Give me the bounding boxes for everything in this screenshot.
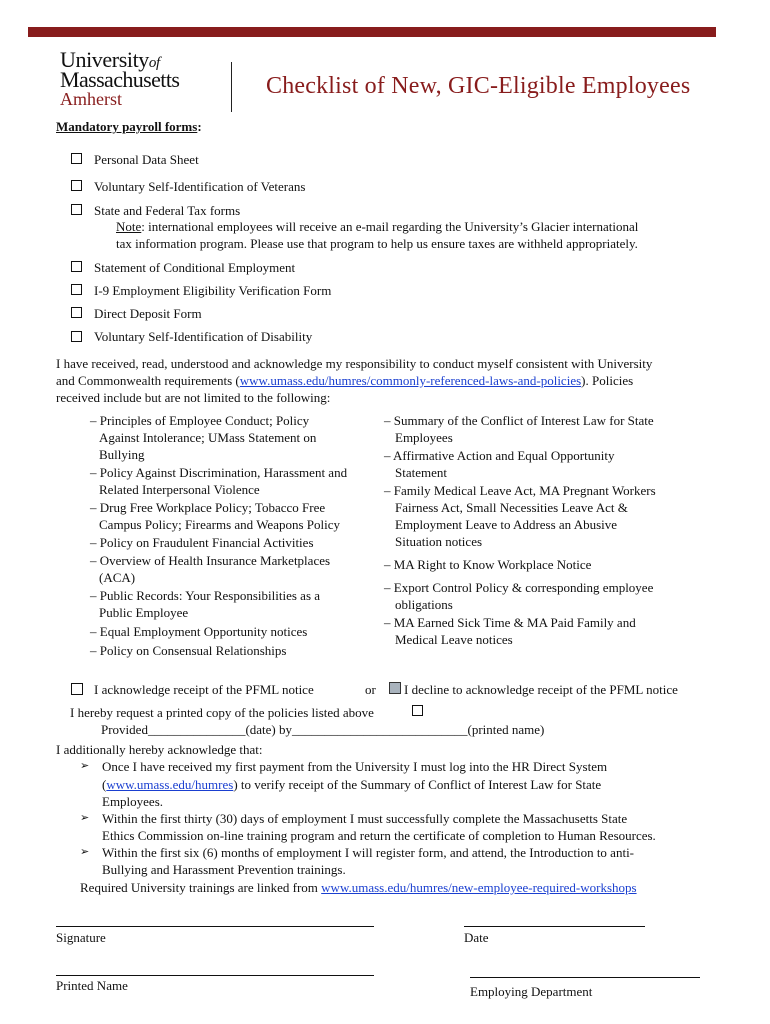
policy-left-line: – Policy on Fraudulent Financial Activities [90, 535, 314, 550]
pfml-or: or [365, 682, 376, 697]
printed-name-line[interactable] [56, 975, 374, 976]
signature-line[interactable] [56, 926, 374, 927]
checkbox-personal-data-sheet[interactable] [71, 153, 82, 164]
policy-right-line: Fairness Act, Small Necessities Leave Act & [395, 500, 628, 515]
bullet1-line2: (www.umass.edu/humres) to verify receipt of the Summary of Conflict of Interest Law for State [102, 777, 602, 792]
header-divider [231, 62, 232, 112]
policy-right-line: Medical Leave notices [395, 632, 513, 647]
policy-right-line: Employees [395, 430, 453, 445]
logo-line-amherst: Amherst [60, 89, 122, 109]
form-item-conditional-employment: Statement of Conditional Employment [94, 260, 296, 275]
policy-right-line: – Summary of the Conflict of Interest Law for State [384, 413, 654, 428]
bullet2-line1: Within the first thirty (30) days of employment I must successfully complete the Massachusetts State [102, 811, 628, 826]
form-item-personal-data-sheet: Personal Data Sheet [94, 152, 199, 167]
checkbox-veterans[interactable] [71, 180, 82, 191]
form-item-direct-deposit: Direct Deposit Form [94, 306, 202, 321]
logo-line-massachusetts: Massachusetts [60, 67, 180, 92]
policy-right-line: – Affirmative Action and Equal Opportunity [384, 448, 615, 463]
forms-heading: Mandatory payroll forms: [56, 119, 202, 134]
checkbox-pfml-receipt[interactable] [71, 683, 83, 695]
department-label: Employing Department [470, 984, 593, 999]
policy-left-line: – Public Records: Your Responsibilities as a [90, 588, 321, 603]
policy-right-line: Statement [395, 465, 447, 480]
form-item-i9: I-9 Employment Eligibility Verification Form [94, 283, 332, 298]
page-title: Checklist of New, GIC-Eligible Employees [266, 73, 691, 99]
required-workshops-link[interactable]: www.umass.edu/humres/new-employee-required-workshops [321, 880, 637, 895]
checkbox-i9[interactable] [71, 284, 82, 295]
policy-left-line: Against Intolerance; UMass Statement on [99, 430, 317, 445]
policy-right-line: Situation notices [395, 534, 483, 549]
policy-left-line: Bullying [99, 447, 145, 462]
policy-left-line: – Equal Employment Opportunity notices [90, 624, 308, 639]
university-logo [60, 48, 230, 110]
policy-left-line: Related Interpersonal Violence [99, 482, 260, 497]
arrow-bullet-icon: ➢ [80, 760, 90, 772]
tax-note-line2: tax information program. Please use that program to help us ensure taxes are withheld appropriately. [116, 236, 638, 251]
date-label: Date [464, 930, 489, 945]
checkbox-disability[interactable] [71, 331, 82, 342]
checkbox-conditional-employment[interactable] [71, 261, 82, 272]
policy-left-line: – Principles of Employee Conduct; Policy [90, 413, 310, 428]
bullet3-line2: Bullying and Harassment Prevention trainings. [102, 862, 346, 877]
policy-left-line: – Overview of Health Insurance Marketplaces [90, 553, 331, 568]
checkbox-tax-forms[interactable] [71, 204, 82, 215]
ack-line3: received include but are not limited to the following: [56, 390, 331, 405]
policy-right-line: Employment Leave to Address an Abusive [395, 517, 618, 532]
ack-line1: I have received, read, understood and acknowledge my responsibility to conduct myself consistent with University [56, 356, 653, 371]
logo-of: of [148, 55, 160, 71]
bullet2-line2: Ethics Commission on-line training program and return the certificate of completion to Human Resources. [102, 828, 656, 843]
printed-name-label: Printed Name [56, 978, 128, 993]
date-line[interactable] [464, 926, 645, 927]
checkbox-printed-copy[interactable] [412, 705, 423, 716]
arrow-bullet-icon: ➢ [80, 846, 90, 858]
checkbox-direct-deposit[interactable] [71, 307, 82, 318]
bullet1-line1: Once I have received my first payment from the University I must log into the HR Direct System [102, 759, 608, 774]
logo-line-university: Universityof [60, 47, 160, 72]
policy-right-line: – MA Earned Sick Time & MA Paid Family and [384, 615, 636, 630]
policy-right-line: obligations [395, 597, 453, 612]
department-line[interactable] [470, 977, 700, 978]
policy-right-line: – Family Medical Leave Act, MA Pregnant Workers [384, 483, 656, 498]
policy-left-line: – Policy on Consensual Relationships [90, 643, 287, 658]
bullet1-line3: Employees. [102, 794, 164, 809]
policy-left-line: Public Employee [99, 605, 189, 620]
humres-link[interactable]: www.umass.edu/humres [106, 777, 234, 792]
additional-intro: I additionally hereby acknowledge that: [56, 742, 263, 757]
pfml-receipt-label: I acknowledge receipt of the PFML notice [94, 682, 314, 697]
pfml-decline-label: I decline to acknowledge receipt of the PFML notice [404, 682, 678, 697]
form-item-veterans: Voluntary Self-Identification of Veterans [94, 179, 306, 194]
form-item-disability: Voluntary Self-Identification of Disability [94, 329, 313, 344]
ack-line2: and Commonwealth requirements (www.umass.edu/humres/commonly-referenced-laws-and-policies). Policies [56, 373, 634, 388]
policy-right-line: – Export Control Policy & corresponding employee [384, 580, 654, 595]
signature-label: Signature [56, 930, 106, 945]
checkbox-pfml-decline[interactable] [389, 682, 401, 694]
tax-note-line1: Note: international employees will receive an e-mail regarding the University’s Glacier international [116, 219, 639, 234]
required-trainings-line: Required University trainings are linked from www.umass.edu/humres/new-employee-required-workshops [80, 880, 637, 895]
policy-right-line: – MA Right to Know Workplace Notice [384, 557, 592, 572]
policy-left-line: Campus Policy; Firearms and Weapons Policy [99, 517, 340, 532]
arrow-bullet-icon: ➢ [80, 812, 90, 824]
policy-left-line: (ACA) [99, 570, 136, 585]
policy-left-line: – Policy Against Discrimination, Harassment and [90, 465, 348, 480]
top-accent-bar [28, 27, 716, 37]
laws-policies-link[interactable]: www.umass.edu/humres/commonly-referenced-laws-and-policies [239, 373, 582, 388]
form-item-tax-forms: State and Federal Tax forms [94, 203, 241, 218]
provided-line: Provided_______________(date) by___________________________(printed name) [101, 722, 545, 737]
bullet3-line1: Within the first six (6) months of employment I will register form, and attend, the Introduction to anti- [102, 845, 635, 860]
policy-left-line: – Drug Free Workplace Policy; Tobacco Free [90, 500, 326, 515]
printed-copy-request: I hereby request a printed copy of the policies listed above [70, 705, 374, 720]
